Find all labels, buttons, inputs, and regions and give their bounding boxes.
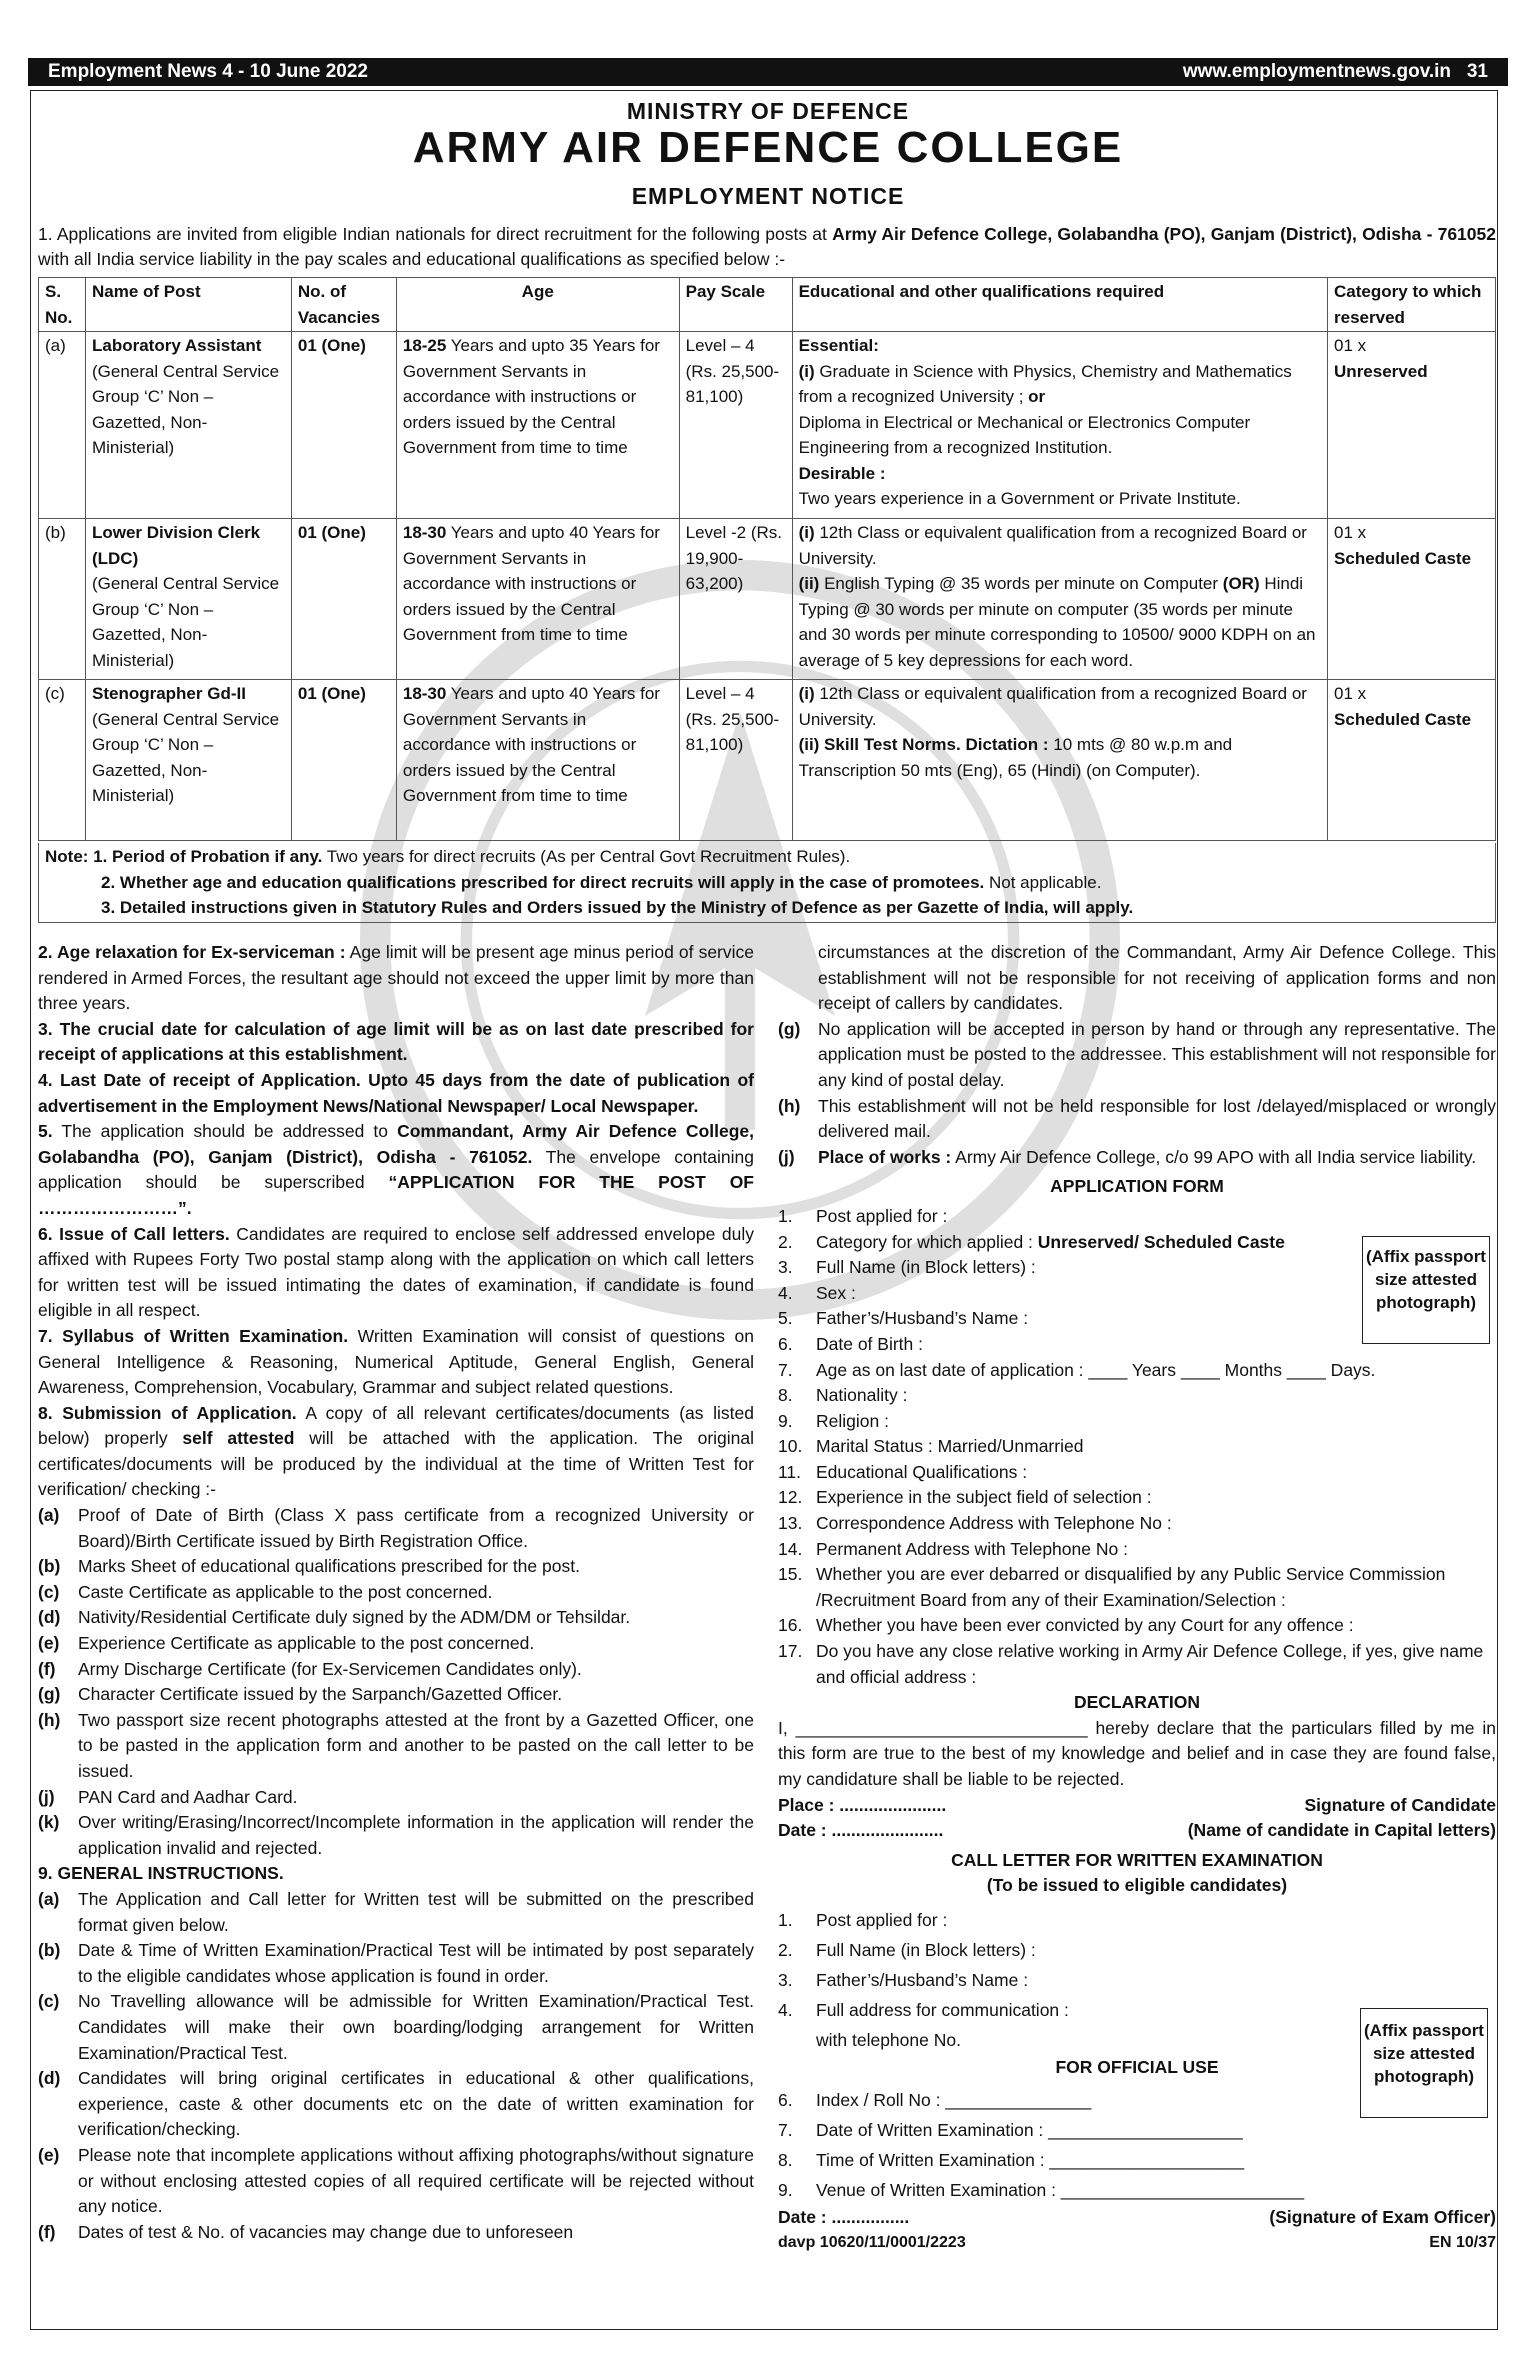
table-row: (b) Lower Division Clerk (LDC) (General Central Service Group ‘C’ Non –Gazetted, Non-Ministerial) 01 (One) 18-30 Years and upto 40 Years for Government Servants in accordance with instructions or orders issued by the Central Government from time to time Level -2 (Rs. 19,900-63,200) (i) 12th Class or equivalent qualification from a recognized Board or University. (ii) English Typing @ 35 words per minute on Computer (OR) Hindi Typing @ 30 words per minute on computer (35 words per minute and 30 words per minute corresponding to 10500/ 9000 KDPH on an average of 5 key depressions for each word. 01 x Scheduled Caste <box>39 519 1496 680</box>
ministry-heading: MINISTRY OF DEFENCE <box>626 98 910 124</box>
para-submission: 8. Submission of Application. A copy of all relevant certificates/documents (as listed below) properly self attested will be attached with the application. The original certificates/documents will be produced by the individual at the time of Written Test for verification/ checking :- <box>38 1402 755 1500</box>
list-item: (b) Date & Time of Written Examination/Practical Test will be intimated by post separately to the eligible candidates whose application is found in order. <box>38 1940 754 1986</box>
list-item: (h) Two passport size recent photographs attested at the front by a Gazetted Officer, one to be pasted in the application form and another to be pasted on the call letter to be issued. <box>38 1709 754 1781</box>
list-item: (h) This establishment will not be held responsible for lost /delayed/misplaced or wrongly delivered mail. <box>778 1095 1496 1142</box>
header-age: Age <box>396 278 679 332</box>
date-name-row: Date : ....................... (Name of candidate in Capital letters) <box>778 1820 1496 1841</box>
form-field: 4. Sex : <box>778 1282 856 1303</box>
form-field: with telephone No. <box>816 2029 961 2050</box>
form-field: 13. Correspondence Address with Telephone No : <box>778 1513 1172 1534</box>
table-row: (c) Stenographer Gd-II (General Central Service Group ‘C’ Non –Gazetted, Non-Ministerial) 01 (One) 18-30 Years and upto 40 Years for Government Servants in accordance with instructions or orders issued by the Central Government from time to time Level – 4 (Rs. 25,500-81,100) (i) 12th Class or equivalent qualification from a recognized Board or University. (ii) Skill Test Norms. Dictation : 10 mts @ 80 w.p.m and Transcription 50 mts (Eng), 65 (Hindi) (on Computer). 01 x Scheduled Caste <box>39 680 1496 841</box>
list-item: (g) Character Certificate issued by the Sarpanch/Gazetted Officer. <box>38 1684 563 1705</box>
para-last-date: 4. Last Date of receipt of Application. Upto 45 days from the date of publication of advertisement in the Employment News/National Newspaper/ Local Newspaper. <box>38 1069 754 1116</box>
place-signature-row: Place : ...................... Signature of Candidate <box>778 1794 1496 1815</box>
header-vacancies: No. of Vacancies <box>291 278 396 332</box>
list-item: (j) Place of works : Army Air Defence College, c/o 99 APO with all India service liability. <box>778 1146 1477 1167</box>
para-age-relaxation: 2. Age relaxation for Ex-serviceman : Age limit will be present age minus period of service rendered in Armed Forces, the resultant age should not exceed the upper limit by more than three years. <box>38 942 754 1014</box>
list-item: (g) No application will be accepted in person by hand or through any representative. The application must be posted to the addressee. This establishment will not responsible for any kind of postal delay. <box>778 1018 1496 1090</box>
list-item: (a) Proof of Date of Birth (Class X pass certificate from a recognized University or Board)/Birth Certificate issued by Birth Registration Office. <box>38 1505 754 1551</box>
form-field: 11. Educational Qualifications : <box>778 1461 1028 1482</box>
declaration-title: DECLARATION <box>1073 1692 1201 1713</box>
form-field: 15. Whether you are ever debarred or disqualified by any Public Service Commission /Recruitment Board from any of their Examination/Selection : <box>778 1564 1446 1610</box>
list-item: (f) Dates of test & No. of vacancies may change due to unforeseen <box>38 2221 574 2242</box>
form-field: 1. Post applied for : <box>778 1909 948 1930</box>
header-category: Category to which reserved <box>1328 278 1496 332</box>
form-field: 7. Age as on last date of application : ____ Years ____ Months ____ Days. <box>778 1359 1376 1380</box>
newspaper-website-page: www.employmentnews.gov.in 31 <box>1182 61 1488 82</box>
footer-codes: davp 10620/11/0001/2223 EN 10/37 <box>778 2234 1496 2252</box>
list-item: (c) Caste Certificate as applicable to the post concerned. <box>38 1581 493 1602</box>
newspaper-issue: Employment News 4 - 10 June 2022 <box>48 61 368 82</box>
intro-paragraph: 1. Applications are invited from eligible Indian nationals for direct recruitment for the following posts at Army Air Defence College, Golabandha (PO), Ganjam (District), Odisha - 761052 with all India service liability in the pay scales and educational qualifications as specified below :- <box>38 224 1496 269</box>
form-field: 16. Whether you have been ever convicted by any Court for any offence : <box>778 1615 1354 1636</box>
para-syllabus: 7. Syllabus of Written Examination. Written Examination will consist of questions on General Intelligence & Reasoning, Numerical Aptitude, General English, General Awareness, Comprehension, Vocabulary, Grammar and subject related questions. <box>38 1325 754 1398</box>
list-item: (f) Army Discharge Certificate (for Ex-Servicemen Candidates only). <box>38 1658 582 1679</box>
form-field: 10. Marital Status : Married/Unmarried <box>778 1436 1084 1457</box>
list-item: (a) The Application and Call letter for Written test will be submitted on the prescribed format given below. <box>38 1888 754 1935</box>
form-field: 6. Date of Birth : <box>778 1333 923 1354</box>
declaration-text: I, ______________________________ hereby declare that the particulars filled by me in this form are true to the best of my knowledge and belief and in case they are found false, my candidature shall be liable to be rejected. <box>778 1717 1496 1789</box>
list-item: (k) Over writing/Erasing/Incorrect/Incomplete information in the application will render the application invalid and rejected. <box>38 1812 754 1858</box>
list-item: (e) Experience Certificate as applicable to the post concerned. <box>38 1633 535 1654</box>
form-field: 7. Date of Written Examination : ____________________ <box>778 2119 1243 2140</box>
form-field: 14. Permanent Address with Telephone No : <box>778 1538 1128 1559</box>
form-field: 2. Full Name (in Block letters) : <box>778 1939 1036 1960</box>
date-officer-signature-row: Date : ................ (Signature of Exam Officer) <box>778 2206 1496 2227</box>
newspaper-header-bar <box>28 58 1508 86</box>
list-item: (b) Marks Sheet of educational qualifications prescribed for the post. <box>38 1556 580 1577</box>
header-pay: Pay Scale <box>679 278 792 332</box>
table-row: (a) Laboratory Assistant (General Central Service Group ‘C’ Non –Gazetted, Non-Ministerial) 01 (One) 18-25 Years and upto 35 Years for Government Servants in accordance with instructions or orders issued by the Central Government from time to time Level – 4 (Rs. 25,500-81,100) Essential: (i) Graduate in Science with Physics, Chemistry and Mathematics from a recognized University ; or Diploma in Electrical or Mechanical or Electronics Computer Engineering from a recognized Institution. Desirable : Two years experience in a Government or Private Institute. 01 x Unreserved <box>39 332 1496 519</box>
general-instructions-heading: 9. GENERAL INSTRUCTIONS. <box>38 1863 284 1884</box>
photo-box-call-letter: (Affix passport size attested photograph) <box>1360 2008 1488 2118</box>
list-item: (e) Please note that incomplete applications without affixing photographs/without signature or without enclosing attested copies of all required certificate will be rejected without any notice. <box>38 2144 754 2217</box>
call-letter-title: CALL LETTER FOR WRITTEN EXAMINATION <box>951 1849 1323 1870</box>
list-item: (c) No Travelling allowance will be admissible for Written Examination/Practical Test. Candidates will make their own boarding/lodging arrangement for Written Examination/Practical Test. <box>38 1991 754 2063</box>
form-field: 5. Father’s/Husband’s Name : <box>778 1308 1029 1329</box>
form-field: 12. Experience in the subject field of selection : <box>778 1487 1152 1508</box>
form-field: 3. Father’s/Husband’s Name : <box>778 1969 1029 1990</box>
form-field: 8. Time of Written Examination : ____________________ <box>778 2149 1245 2170</box>
table-header-row <box>39 278 1496 332</box>
application-form-title: APPLICATION FORM <box>1050 1176 1224 1197</box>
header-qualifications: Educational and other qualifications required <box>792 278 1327 332</box>
list-item: (d) Nativity/Residential Certificate duly signed by the ADM/DM or Tehsildar. <box>38 1607 631 1628</box>
form-field: 9. Religion : <box>778 1410 889 1431</box>
para-address: 5. The application should be addressed to Commandant, Army Air Defence College, Golabandha (PO), Ganjam (District), Odisha - 761052. The envelope containing application should be superscribed “APPLICATION FOR THE POST OF ……………………”. <box>38 1121 755 1218</box>
photo-box-application: (Affix passport size attested photograph) <box>1362 1236 1490 1344</box>
form-field: 9. Venue of Written Examination : _________________________ <box>778 2179 1305 2200</box>
list-item: (d) Candidates will bring original certificates in educational & other qualifications, experience, caste & other documents etc on the date of written examination for verification/checking. <box>38 2068 754 2140</box>
instruction-continued: circumstances at the discretion of the Commandant, Army Air Defence College. This establishment will not be responsible for not receiving of application forms and non receipt of callers by candidates. <box>818 942 1496 1014</box>
header-sno: S. No. <box>39 278 86 332</box>
form-field: 4. Full address for communication : <box>778 1999 1069 2020</box>
form-field: 1. Post applied for : <box>778 1205 948 1226</box>
call-letter-subtitle: (To be issued to eligible candidates) <box>986 1875 1288 1896</box>
para-call-letters: 6. Issue of Call letters. Candidates are required to enclose self addressed envelope duly affixed with Rupees Forty Two postal stamp along with the application on which call letters for written test will be issued intimating the dates of examination, if candidate is found eligible in all respect. <box>38 1223 754 1321</box>
form-field: 3. Full Name (in Block letters) : <box>778 1257 1036 1278</box>
header-post: Name of Post <box>85 278 291 332</box>
official-use-title: FOR OFFICIAL USE <box>1055 2056 1219 2077</box>
form-field: 6. Index / Roll No : _______________ <box>778 2089 1092 2110</box>
form-field: 17. Do you have any close relative working in Army Air Defence College, if yes, give name and official address : <box>778 1641 1484 1687</box>
para-crucial-date: 3. The crucial date for calculation of age limit will be as on last date prescribed for receipt of applications at this establishment. <box>38 1018 754 1065</box>
left-column <box>38 940 754 2245</box>
notice-heading: EMPLOYMENT NOTICE <box>631 183 905 209</box>
college-heading: ARMY AIR DEFENCE COLLEGE <box>412 123 1124 172</box>
form-field: 8. Nationality : <box>778 1385 908 1406</box>
posts-table <box>38 277 1496 841</box>
table-notes: Note: 1. Period of Probation if any. Two years for direct recruits (As per Central Govt Recruitment Rules). 2. Whether age and education qualifications prescribed for direct recruits will apply in the case of promotees. Not applicable. 3. Detailed instructions given in Statutory Rules and Orders issued by the Ministry of Defence as per Gazette of India, will apply. <box>38 843 1496 923</box>
list-item: (j) PAN Card and Aadhar Card. <box>38 1786 298 1807</box>
form-field: 2. Category for which applied : Unreserved/ Scheduled Caste <box>778 1231 1285 1252</box>
